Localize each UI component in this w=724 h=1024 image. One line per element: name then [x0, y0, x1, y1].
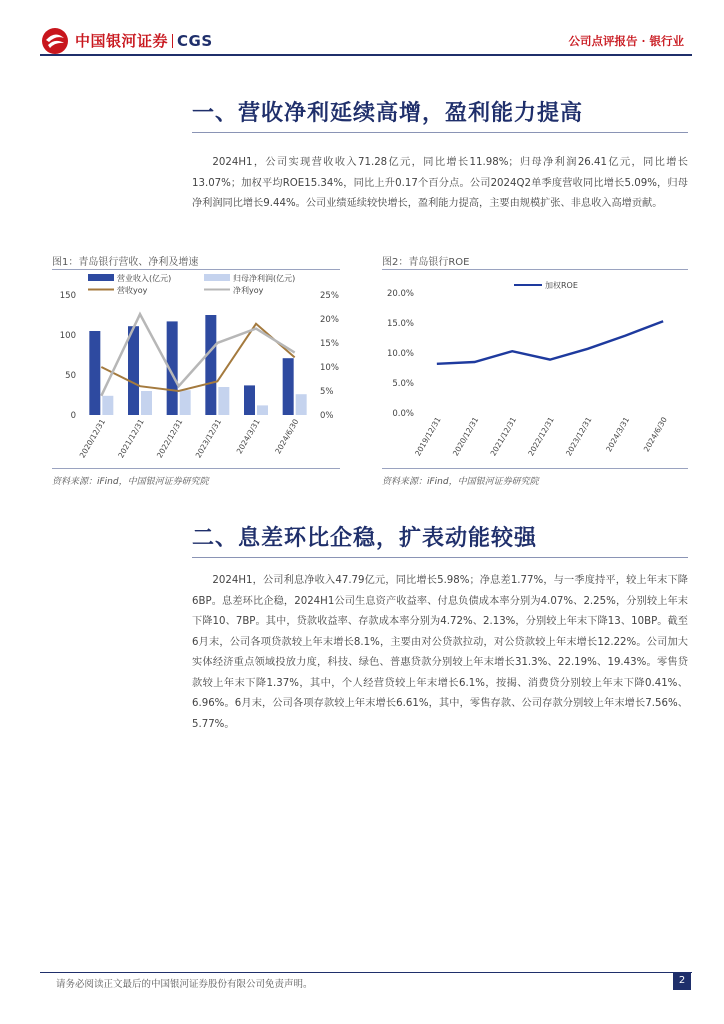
- y-tick-label: 5.0%: [392, 379, 414, 389]
- section1-paragraph: 2024H1，公司实现营收收入71.28亿元，同比增长11.98%；归母净利润26.41亿元，同比增长13.07%；加权平均ROE15.34%，同比上升0.17个百分点。公司2024Q2单季度营收同比增长5.09%，归母净利润同比增长9.44%。公司业绩延续较快增长，盈利能力提高，主要由规模扩张、非息收入高增贡献。: [192, 157, 688, 209]
- figure1-title-rule: [52, 269, 340, 270]
- brand-en: CGS: [177, 32, 213, 50]
- x-tick-label: 2024/6/30: [641, 415, 669, 454]
- figure1-title: 图1：青岛银行营收、净利及增速: [52, 257, 199, 268]
- page-number: 2: [673, 972, 691, 990]
- bar-revenue: [244, 385, 255, 415]
- y-right-tick-label: 20%: [320, 315, 339, 325]
- x-tick-label: 2021/12/31: [116, 417, 146, 460]
- bar-net-profit: [296, 394, 307, 415]
- y-right-tick-label: 0%: [320, 411, 334, 421]
- legend-label: 归母净利润(亿元): [233, 274, 296, 283]
- section1-title: 一、营收净利延续高增，盈利能力提高: [192, 100, 584, 126]
- x-tick-label: 2024/3/31: [234, 417, 262, 456]
- footer-disclaimer: 请务必阅读正文最后的中国银河证券股份有限公司免责声明。: [56, 979, 313, 990]
- legend-label: 加权ROE: [545, 281, 578, 290]
- figure2-chart: [382, 271, 688, 467]
- y-tick-label: 15.0%: [386, 319, 414, 329]
- figure1: [52, 253, 340, 485]
- line-roe: [437, 321, 663, 364]
- x-tick-label: 2023/12/31: [193, 417, 224, 460]
- section2-rule: [192, 557, 688, 558]
- cgs-logo-icon: [40, 26, 70, 56]
- y-tick-label: 0.0%: [392, 409, 414, 419]
- x-tick-label: 2020/12/31: [77, 417, 108, 460]
- x-tick-label: 2021/12/31: [488, 415, 519, 458]
- legend-label: 营业收入(亿元): [117, 274, 172, 283]
- bar-net-profit: [218, 387, 229, 415]
- section2-paragraph: 2024H1，公司利息净收入47.79亿元，同比增长5.98%；净息差1.77%，与一季度持平，较上年末下降6BP。息差环比企稳，2024H1公司生息资产收益率、付息负债成本率分别为4.07%、2.25%，分别较上年末下降10、7BP。其中，贷款收益率、存款成本率分别为4.72%、2.13%，分别较上年末下降13、10BP。截至6月末，公司各项贷款较上年末增长8.1%，主要由对公贷款拉动，对公贷款较上年末增长12.22%。公司加大实体经济重点领域投放力度，科技、绿色、普惠贷款分别较上年末增长31.3%、22.19%、19.43%。零售贷款较上年末下降1.37%，其中，个人经营贷较上年末增长6.1%，按揭、消费贷分别较上年末下降0.41%、6.96%。6月末，公司各项存款较上年末增长6.61%，其中，零售存款、公司存款分别较上年末增长7.56%、5.77%。: [192, 575, 688, 730]
- brand-name: [75, 30, 213, 51]
- legend-swatch: [88, 274, 114, 281]
- bar-revenue: [89, 331, 100, 415]
- page-header: [0, 0, 724, 60]
- figure2: [382, 253, 688, 485]
- figure1-source: 资料来源：iFind，中国银河证券研究院: [52, 477, 209, 487]
- figure2-source: 资料来源：iFind，中国银河证券研究院: [382, 477, 539, 487]
- figure2-title-rule: [382, 269, 688, 270]
- x-tick-label: 2024/6/30: [273, 417, 301, 456]
- x-tick-label: 2023/12/31: [564, 415, 594, 458]
- figure2-title: 图2：青岛银行ROE: [382, 257, 470, 268]
- y-left-tick-label: 50: [65, 371, 76, 381]
- brand-divider: [172, 34, 173, 48]
- x-tick-label: 2024/3/31: [604, 415, 632, 454]
- y-right-tick-label: 25%: [320, 291, 339, 301]
- y-right-tick-label: 5%: [320, 387, 334, 397]
- x-tick-label: 2019/12/31: [413, 415, 443, 458]
- section1-rule: [192, 132, 688, 133]
- bar-net-profit: [141, 391, 152, 415]
- legend-swatch: [204, 274, 230, 281]
- bar-revenue: [205, 315, 216, 415]
- brand-cn: 中国银河证券: [75, 32, 169, 50]
- x-tick-label: 2020/12/31: [450, 415, 481, 458]
- bar-revenue: [128, 326, 139, 415]
- y-left-tick-label: 0: [70, 411, 76, 421]
- bar-net-profit: [102, 396, 113, 415]
- y-right-tick-label: 10%: [320, 363, 339, 373]
- x-tick-label: 2022/12/31: [526, 415, 556, 458]
- bar-net-profit: [180, 390, 191, 415]
- y-left-tick-label: 100: [59, 331, 76, 341]
- y-tick-label: 20.0%: [386, 289, 414, 299]
- x-tick-label: 2022/12/31: [154, 417, 185, 460]
- legend-label: 营收yoy: [117, 286, 148, 295]
- section2-title: 二、息差环比企稳，扩表动能较强: [192, 525, 538, 551]
- figure1-bottom-rule: [52, 468, 340, 469]
- report-type: 公司点评报告 · 银行业: [568, 34, 684, 48]
- bar-net-profit: [257, 405, 268, 415]
- footer-divider: [40, 972, 692, 973]
- bar-revenue: [283, 358, 294, 415]
- legend-label: 净利yoy: [233, 286, 264, 295]
- y-tick-label: 10.0%: [386, 349, 414, 359]
- figure1-chart: [52, 271, 340, 467]
- y-right-tick-label: 15%: [320, 339, 339, 349]
- header-divider: [40, 54, 692, 56]
- figure2-bottom-rule: [382, 468, 688, 469]
- y-left-tick-label: 150: [59, 291, 76, 301]
